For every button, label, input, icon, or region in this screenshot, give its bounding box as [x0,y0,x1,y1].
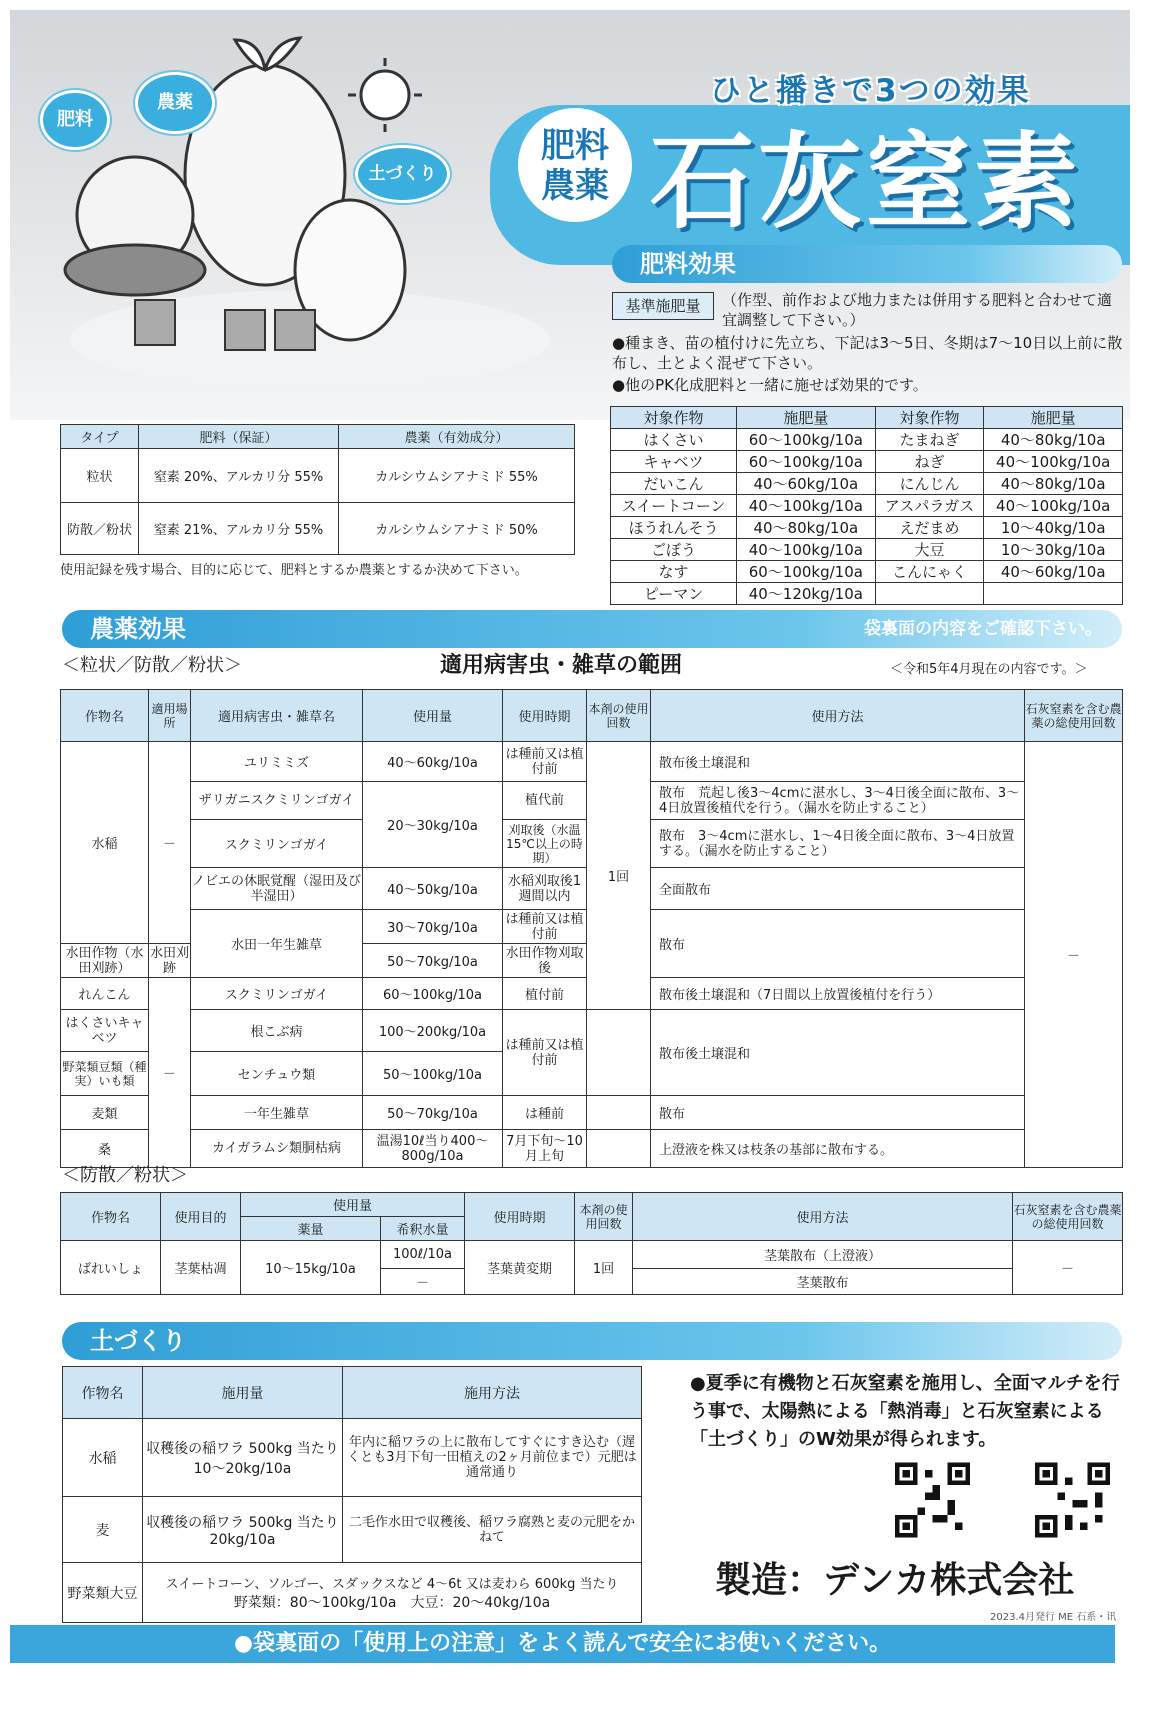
dh-drug: 薬量 [241,1217,381,1241]
bubble-fertilizer: 肥料 [40,90,110,150]
fert-header-amount-2: 施肥量 [984,407,1123,429]
cell-blank [587,1096,651,1130]
cell: ザリガニスクミリンゴガイ [191,782,363,820]
cell: 水田作物刈取後 [503,944,587,978]
bubble-pesticide: 農薬 [135,72,215,134]
cell: 散布後土壌混和 [651,1010,1025,1096]
cell: ねぎ [875,451,984,473]
crop-mulberry: 桑 [61,1130,149,1168]
ph-pest: 適用病害虫・雑草名 [191,690,363,742]
dh-total: 石灰窒素を含む農薬の総使用回数 [1013,1193,1123,1241]
cell: 収穫後の稲ワラ 500kg 当たり20kg/10a [143,1497,343,1563]
table-row [611,451,1123,473]
dust-crop: ばれいしょ [61,1241,161,1295]
cell: は種前 [503,1096,587,1130]
cell: 40～80kg/10a [737,517,876,539]
cell: 40～80kg/10a [984,473,1123,495]
dust-count: 1回 [575,1241,633,1295]
cell: は種前又は植付前 [503,910,587,944]
dh-count: 本剤の使用回数 [575,1193,633,1241]
crop-cabbage: はくさいキャベツ [61,1010,149,1052]
table-row [61,1130,1123,1168]
fertilizer-table [610,406,1123,605]
cell: 散布後土壌混和 [651,742,1025,782]
ph-time: 使用時期 [503,690,587,742]
qr-code-icon[interactable] [895,1460,970,1540]
place-paddy: 水田刈跡 [149,945,189,976]
type-header-pesticide: 農薬（有効成分） [339,425,575,449]
dust-table [60,1192,1123,1295]
cell: カイガラムシ類胴枯病 [191,1130,363,1168]
manufacturer: 製造：デンカ株式会社 [715,1560,1075,1601]
summer-text: ●夏季に有機物と石灰窒素を施用し、全面マルチを行う事で、太陽熱による「熱消毒」と石灰窒素による「土づくり」のW効果が得られます。 [690,1373,1120,1450]
cell: は種前又は植付前 [503,742,587,782]
type-note: 使用記録を残す場合、目的に応じて、肥料とするか農薬とするか決めて下さい。 [60,563,528,578]
badge-fertilizer-pesticide [515,105,635,225]
section-soil-label: 土づくり [90,1327,186,1355]
type-header-fertilizer: 肥料（保証） [139,425,339,449]
cell: 散布後土壌混和（7日間以上放置後植付を行う） [651,978,1025,1010]
cell: 水田一年生雑草 [191,910,363,978]
cell: カルシウムシアナミド 55% [339,449,575,503]
table-row [611,561,1123,583]
table-row [611,517,1123,539]
type-header-type: タイプ [61,425,139,449]
soil-row3-crop: 野菜類大豆 [63,1563,143,1623]
cell: 年内に稲ワラの上に散布してすぐにすき込む（遅くとも3月下旬一田植えの2ヶ月前位まで）元肥は通常通り [343,1419,642,1497]
cell: 30～70kg/10a [363,910,503,944]
cell: 20～30kg/10a [363,782,503,868]
section-pesticide-note: 袋裏面の内容をご確認下さい。 [864,619,1102,639]
cell: 散布 3～4cmに湛水し、1～4日後全面に散布、3～4日放置する。（漏水を防止すること） [651,820,1025,868]
cell: 7月下旬～10月上旬 [503,1130,587,1168]
cell: キャベツ [611,451,737,473]
cell-blank [587,1130,651,1168]
cell: たまねぎ [875,429,984,451]
cell: 10～40kg/10a [984,517,1123,539]
table-row [61,742,1123,782]
table-row [611,539,1123,561]
cell: スクミリンゴガイ [191,978,363,1010]
cell: 40～120kg/10a [737,583,876,605]
cell [984,583,1123,605]
soil-row3-line2: 野菜類：80～100kg/10a 大豆：20～40kg/10a [233,1595,551,1611]
cell: 水稲刈取後1週間以内 [503,868,587,910]
caution-bar [10,1625,1115,1663]
fertilizer-note: （作型、前作および地力または併用する肥料と合わせて適宜調整して下さい。） [722,291,1113,329]
cell: 粒状 [61,449,139,503]
section-fertilizer [612,245,1122,283]
cell: 40～60kg/10a [363,742,503,782]
cell: センチュウ類 [191,1052,363,1096]
cell: 60～100kg/10a [737,561,876,583]
bubble-soil: 土づくり [355,145,450,203]
cell: なす [611,561,737,583]
cell: こんにゃく [875,561,984,583]
type-table [60,424,575,555]
section-pesticide-label: 農薬効果 [90,615,186,643]
section-fertilizer-label: 肥料効果 [640,250,736,278]
crop-paddy: 水稲 [61,742,149,944]
cell: は種前又は植付前 [503,1010,587,1096]
table-row [61,1096,1123,1130]
ph-place: 適用場所 [149,690,191,742]
sh-method: 施用方法 [343,1367,642,1419]
place-dash-2: － [149,978,191,1168]
table-row [63,1563,642,1623]
cell: えだまめ [875,517,984,539]
cell: だいこん [611,473,737,495]
dh-purpose: 使用目的 [161,1193,241,1241]
fert-header-amount-1: 施肥量 [737,407,876,429]
dust-drug: 10～15kg/10a [241,1241,381,1295]
page-title: 石灰窒素 [650,121,1083,243]
fert-header-crop-1: 対象作物 [611,407,737,429]
cell: 窒素 20%、アルカリ分 55% [139,449,339,503]
cell: ほうれんそう [611,517,737,539]
sh-crop: 作物名 [63,1367,143,1419]
cell: カルシウムシアナミド 50% [339,503,575,555]
fert-header-crop-2: 対象作物 [875,407,984,429]
fertilizer-bullet-1: ●種まき、苗の植付けに先立ち、下記は3～5日、冬期は7～10日以上前に散布し、土とよく混ぜて下さい。 [612,334,1123,372]
issue-date: 2023.4月発行 ME 石系・讯 [990,1612,1117,1623]
caution-text: ●袋裏面の「使用上の注意」をよく読んで安全にお使いください。 [233,1631,892,1656]
qr-code-icon-2[interactable] [1035,1460,1110,1540]
cell: 収穫後の稲ワラ 500kg 当たり10～20kg/10a [143,1419,343,1497]
cell-blank [587,1010,651,1096]
crop-lotus: れんこん [61,978,149,1010]
crop-wheat: 麦類 [61,1096,149,1130]
cell: 一年生雑草 [191,1096,363,1130]
dust-method-2: 茎葉散布 [633,1269,1013,1295]
dust-method-1: 茎葉散布（上澄液） [633,1241,1013,1269]
cell [875,583,984,605]
ph-total: 石灰窒素を含む農薬の総使用回数 [1025,690,1123,742]
dust-purpose: 茎葉枯凋 [161,1241,241,1295]
cell: 植代前 [503,782,587,820]
ph-count: 本剤の使用回数 [587,690,651,742]
cell: ユリミミズ [191,742,363,782]
cell: 窒素 21%、アルカリ分 55% [139,503,339,555]
usage-count: 1回 [587,742,651,1010]
dust-total: － [1013,1241,1123,1295]
cell: 散布 [651,1096,1025,1130]
cell: 60～100kg/10a [363,978,503,1010]
cell: はくさい [611,429,737,451]
dust-subheading: ＜防散／粉状＞ [62,1165,188,1186]
cell: 水稲 [63,1419,143,1497]
cell: ピーマン [611,583,737,605]
cell: 40～60kg/10a [984,561,1123,583]
table-row [611,583,1123,605]
cell: 50～100kg/10a [363,1052,503,1096]
soil-table [62,1366,642,1623]
cell: 40～60kg/10a [737,473,876,495]
cell: 植付前 [503,978,587,1010]
ph-amount: 使用量 [363,690,503,742]
soil-row3-text [143,1563,642,1623]
cell: 全面散布 [651,868,1025,910]
table-row [63,1497,642,1563]
cell: 刈取後（水温15℃以上の時期） [503,820,587,868]
cell: 40～80kg/10a [984,429,1123,451]
total-count: － [1025,742,1123,1168]
cell: スイートコーン [611,495,737,517]
table-row [61,449,575,503]
section-soil [62,1322,1122,1360]
granular-subheading: ＜粒状／防散／粉状＞ [62,655,242,676]
dh-time: 使用時期 [465,1193,575,1241]
cell: 40～100kg/10a [984,451,1123,473]
subtitle: ひと播きで3つの効果 [710,73,1031,109]
cell: 麦 [63,1497,143,1563]
cell: スクミリンゴガイ [191,820,363,868]
badge-line-2: 農薬 [541,166,609,206]
dh-amount: 使用量 [241,1193,465,1217]
cell: にんじん [875,473,984,495]
cell: 根こぶ病 [191,1010,363,1052]
cell: 散布 荒起し後3～4cmに湛水し、3～4日後全面に散布、3～4日放置後植代を行う。（漏水を防止すること） [651,782,1025,820]
cell: 50～70kg/10a [363,1096,503,1130]
cell: 100～200kg/10a [363,1010,503,1052]
place-dash: － [149,742,191,944]
badge-line-1: 肥料 [541,126,609,166]
cell: 60～100kg/10a [737,451,876,473]
cell: 40～100kg/10a [737,539,876,561]
dust-water-2: － [381,1269,465,1295]
cell: 散布 [651,910,1025,978]
dh-water: 希釈水量 [381,1217,465,1241]
cell: 二毛作水田で収穫後、稲ワラ腐熟と麦の元肥をかねて [343,1497,642,1563]
cell: 上澄液を株又は枝条の基部に散布する。 [651,1130,1025,1168]
pesticide-table [60,689,1123,1168]
soil-row3-line1: スイートコーン、ソルゴー、スダックスなど 4～6t 又は麦わら 600kg 当たり [165,1577,619,1592]
table-row [61,1010,1123,1052]
table-row [63,1419,642,1497]
dh-method: 使用方法 [633,1193,1013,1241]
fertilizer-bullet-2: ●他のPK化成肥料と一緒に施せば効果的です。 [612,376,928,394]
dust-time: 茎葉黄変期 [465,1241,575,1295]
cell: 10～30kg/10a [984,539,1123,561]
sh-amount: 施用量 [143,1367,343,1419]
table-row [611,473,1123,495]
section-pesticide [62,610,1122,648]
cell: ごぼう [611,539,737,561]
cell: 防散／粉状 [61,503,139,555]
dust-water-1: 100ℓ/10a [381,1241,465,1269]
cell: 温湯10ℓ当り400～800g/10a [363,1130,503,1168]
dh-crop: 作物名 [61,1193,161,1241]
crop-paddy-aftercut: 水田作物（水田刈跡） [61,944,149,978]
standard-amount-badge: 基準施肥量 [612,292,714,320]
crop-vegetables: 野菜類豆類（種実）いも類 [61,1052,149,1096]
pest-range-title: 適用病害虫・雑草の範囲 [440,653,683,678]
table-row [61,503,575,555]
table-row [61,1241,1123,1269]
cell: 50～70kg/10a [363,944,503,978]
cell: ノビエの休眠覚醒（湿田及び半湿田） [191,868,363,910]
cell: 大豆 [875,539,984,561]
ph-crop: 作物名 [61,690,149,742]
as-of-date: ＜令和5年4月現在の内容です。＞ [890,662,1088,677]
table-row [611,495,1123,517]
table-row [611,429,1123,451]
cell: 40～100kg/10a [984,495,1123,517]
cell: 40～50kg/10a [363,868,503,910]
cell: 40～100kg/10a [737,495,876,517]
cell: 60～100kg/10a [737,429,876,451]
ph-method: 使用方法 [651,690,1025,742]
cell: アスパラガス [875,495,984,517]
